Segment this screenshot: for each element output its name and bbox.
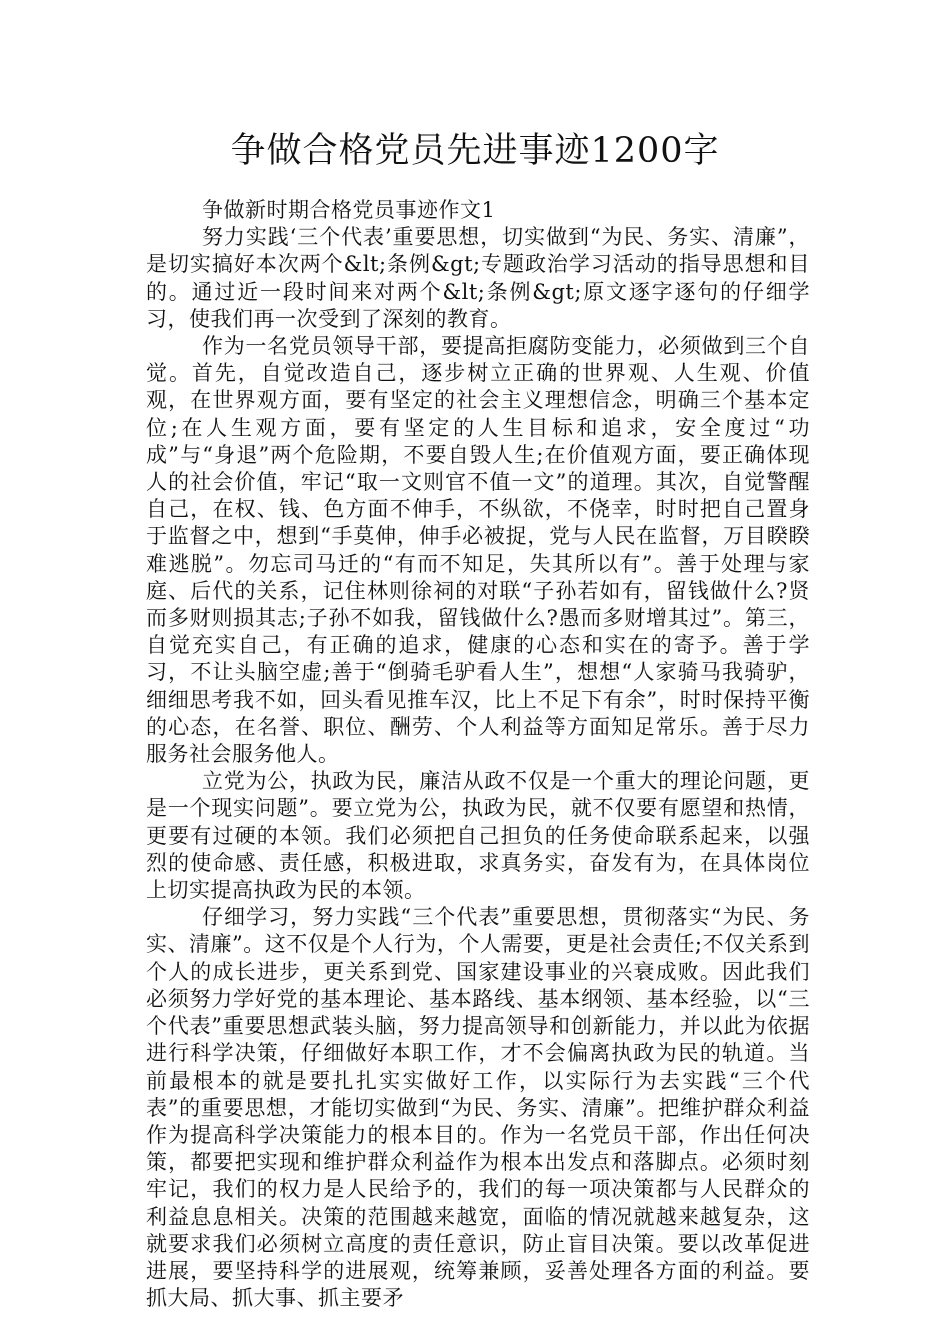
- document-title: 争做合格党员先进事迹1200字: [230, 131, 720, 171]
- body-paragraph-1: 努力实践‘三个代表’重要思想，切实做到“为民、务实、清廉”，是切实搞好本次两个&lt;条例&gt;专题政治学习活动的指导思想和目的。通过近一段时间来对两个&lt;条例&gt;原文逐字逐句的仔细学习，使我们再一次受到了深刻的教育。: [146, 225, 810, 331]
- document-subtitle: 争做新时期合格党员事迹作文1: [202, 198, 496, 222]
- document-body: [146, 197, 810, 1312]
- body-paragraph-2: 作为一名党员领导干部，要提高拒腐防变能力，必须做到三个自觉。首先，自觉改造自己，逐步树立正确的世界观、人生观、价值观，在世界观方面，要有坚定的社会主义理想信念，明确三个基本定位;在人生观方面，要有坚定的人生目标和追求，安全度过“功成”与“身退”两个危险期，不要自毁人生;在价值观方面，要正确体现人的社会价值，牢记“取一文则官不值一文”的道理。其次，自觉警醒自己，在权、钱、色方面不伸手，不纵欲，不侥幸，时时把自己置身于监督之中，想到“手莫伸，伸手必被捉，党与人民在监督，万目睽睽难逃脱”。勿忘司马迁的“有而不知足，失其所以有”。善于处理与家庭、后代的关系，记住林则徐祠的对联“子孙若如有，留钱做什么?贤而多财则损其志;子孙不如我，留钱做什么?愚而多财增其过”。第三，自觉充实自己，有正确的追求，健康的心态和实在的寄予。善于学习，不让头脑空虚;善于“倒骑毛驴看人生”，想想“人家骑马我骑驴，细细思考我不如，回头看见推车汉，比上不足下有余”，时时保持平衡的心态，在名誉、职位、酬劳、个人利益等方面知足常乐。善于尽力服务社会服务他人。: [146, 334, 810, 767]
- body-paragraph-4: 仔细学习，努力实践“三个代表”重要思想，贯彻落实“为民、务实、清廉”。这不仅是个人行为，个人需要，更是社会责任;不仅关系到个人的成长进步，更关系到党、国家建设事业的兴衰成败。因此我们必须努力学好党的基本理论、基本路线、基本纲领、基本经验，以“三个代表”重要思想武装头脑，努力提高领导和创新能力，并以此为依据进行科学决策，仔细做好本职工作，才不会偏离执政为民的轨道。当前最根本的就是要扎扎实实做好工作，以实际行为去实践“三个代表”的重要思想，才能切实做到“为民、务实、清廉”。把维护群众利益作为提高科学决策能力的根本目的。作为一名党员干部，作出任何决策，都要把实现和维护群众利益作为根本出发点和落脚点。必须时刻牢记，我们的权力是人民给予的，我们的每一项决策都与人民群众的利益息息相关。决策的范围越来越宽，面临的情况就越来越复杂，这就要求我们必须树立高度的责任意识，防止盲目决策。要以改革促进进展，要坚持科学的进展观，统筹兼顾，妥善处理各方面的利益。要抓大局、抓大事、抓主要矛: [146, 905, 810, 1311]
- body-paragraph-3: 立党为公，执政为民，廉洁从政不仅是一个重大的理论问题，更是一个现实问题”。要立党为公，执政为民，就不仅要有愿望和热情，更要有过硬的本领。我们必须把自己担负的任务使命联系起来，以强烈的使命感、责任感，积极进取，求真务实，奋发有为，在具体岗位上切实提高执政为民的本领。: [146, 769, 810, 903]
